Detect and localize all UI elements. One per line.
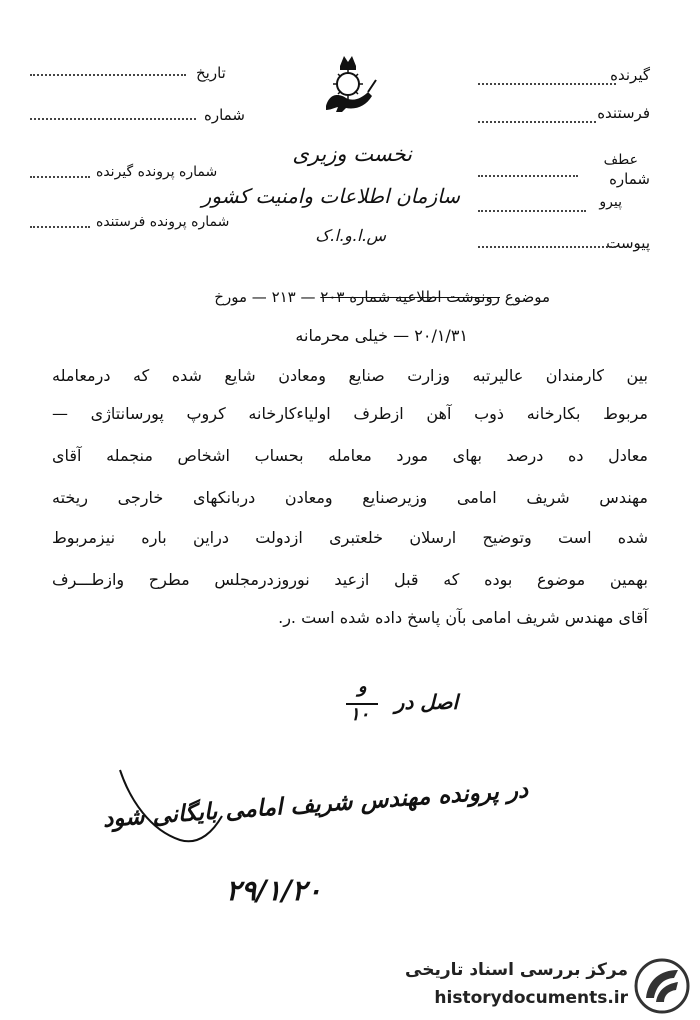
document-date: ۲۰/۱/۳۱ bbox=[414, 326, 468, 345]
body-line-2: مربوط بکارخانه ذوب آهن ازطرف اولیاءکارخانه کروپ پورسانتاژی — bbox=[52, 404, 648, 423]
atf-label: عطف bbox=[603, 152, 638, 168]
handwritten-fraction-bottom: ۱۰ bbox=[350, 704, 370, 725]
recipient-file-number-line bbox=[30, 176, 90, 178]
number-line-right bbox=[478, 175, 578, 177]
body-line-6: بهمین موضوع بوده که قبل ازعید نوروزدرمجلس مطرح وازطـــرف bbox=[52, 570, 648, 589]
subject-label: موضوع bbox=[504, 288, 550, 306]
classification: خیلی محرمانه bbox=[295, 326, 389, 345]
attachment-label: پیوست bbox=[606, 234, 650, 252]
body-line-7: آقای مهندس شریف امامی بآن پاسخ داده شده است .ر. bbox=[278, 608, 648, 627]
body-line-3: معادل ده درصد بهای مورد معامله بحساب اشخاص منجمله آقای bbox=[52, 446, 648, 465]
handwritten-flourish bbox=[110, 760, 230, 850]
handwritten-date: ۲۹/۱/۲۰ bbox=[226, 874, 322, 907]
attachment-line bbox=[478, 246, 616, 248]
sender-file-number-label: شماره پرونده فرستنده bbox=[96, 214, 230, 230]
date-label: تاریخ bbox=[196, 64, 226, 82]
number-label-left: شماره bbox=[204, 106, 245, 124]
archive-url[interactable]: historydocuments.ir bbox=[434, 988, 628, 1008]
subject-struck-text: رونوشت اطلاعیه شماره ۲۰۳ bbox=[320, 288, 500, 306]
sender-file-number-line bbox=[30, 226, 90, 228]
handwritten-note-file: در پرونده مهندس شریف امامی بایگانی شود bbox=[102, 776, 529, 833]
date-classification-line: ۲۰/۱/۳۱ — خیلی محرمانه bbox=[295, 326, 468, 345]
subject-dated-label: مورخ bbox=[214, 288, 247, 306]
handwritten-note-original-in: اصل در bbox=[394, 690, 458, 714]
org-title-line2: سازمان اطلاعات وامنیت کشور bbox=[201, 184, 460, 208]
body-line-4: مهندس شریف امامی وزیرصنایع ومعادن دربانکهای خارجی ریخته bbox=[52, 488, 648, 507]
archive-logo-icon bbox=[634, 958, 690, 1014]
org-title-line3: س.ا.و.ا.ک bbox=[315, 226, 386, 245]
footer-watermark bbox=[400, 952, 700, 1020]
recipient-file-number-label: شماره پرونده گیرنده bbox=[96, 164, 218, 180]
archive-name: مرکز بررسی اسناد تاریخی bbox=[405, 960, 628, 980]
sender-line bbox=[478, 121, 596, 123]
subject-number: ۲۱۳ bbox=[271, 288, 296, 306]
lion-and-sun-emblem-icon bbox=[318, 52, 378, 114]
peyro-line bbox=[478, 210, 586, 212]
org-title-line1: نخست وزیری bbox=[292, 142, 412, 166]
recipient-label: گیرنده bbox=[610, 66, 650, 84]
subject-line: موضوع رونوشت اطلاعیه شماره ۲۰۳ — ۲۱۳ — مورخ bbox=[214, 288, 550, 306]
date-line bbox=[30, 74, 186, 76]
number-label-right: شماره bbox=[609, 170, 650, 188]
body-line-5: شده است وتوضیح ارسلان خلعتبری ازدولت دراین باره نیزمربوط bbox=[52, 528, 648, 547]
number-line-left bbox=[30, 118, 196, 120]
handwritten-fraction-top: و bbox=[358, 676, 367, 697]
peyro-label: پیرو bbox=[599, 194, 622, 210]
sender-label: فرستنده bbox=[597, 104, 650, 122]
recipient-line bbox=[478, 83, 616, 85]
body-line-1: بین کارمندان عالیرتبه وزارت صنایع ومعادن شایع شده که درمعامله bbox=[52, 366, 648, 385]
